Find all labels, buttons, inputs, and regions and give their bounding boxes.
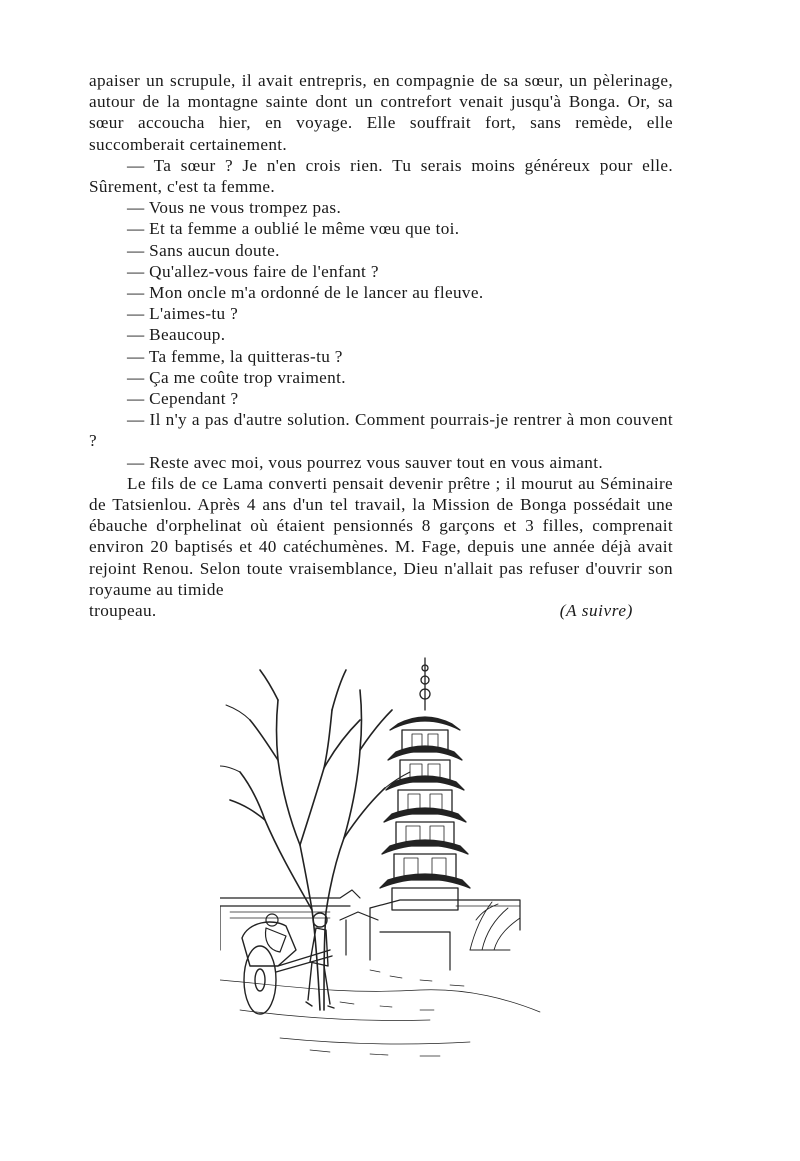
- closing-line: [89, 600, 673, 621]
- rickshaw-puller: [306, 913, 334, 1008]
- dialogue-line: — Qu'allez-vous faire de l'enfant ?: [127, 261, 379, 281]
- shrub: [470, 902, 520, 950]
- dialogue-line: — Beaucoup.: [127, 325, 226, 345]
- dialogue-line: — Ça me coûte trop vraiment.: [127, 367, 346, 387]
- rickshaw: [242, 922, 332, 1014]
- dialogue-line: — Sans aucun doute.: [127, 240, 280, 260]
- dialogue-line: — Ta femme, la quitteras-tu ?: [127, 346, 343, 366]
- paragraph-2: — Ta sœur ? Je n'en crois rien. Tu serais moins généreux pour elle. Sûrement, c'est ta femme.: [89, 155, 673, 197]
- paragraph-4: — Reste avec moi, vous pourrez vous sauver tout en vous aimant.: [127, 452, 603, 472]
- pagoda: [380, 658, 470, 910]
- ground: [220, 970, 540, 1056]
- dialogue-line: — Et ta femme a oublié le même vœu que toi.: [127, 219, 460, 239]
- paragraph-3: — Il n'y a pas d'autre solution. Comment pourrais-je rentrer à mon couvent ?: [89, 410, 673, 451]
- passenger: [266, 914, 286, 952]
- dialogue-line: — Cependant ?: [127, 389, 239, 409]
- article-body: [89, 70, 673, 621]
- paragraph-5: Le fils de ce Lama converti pensait devenir prêtre ; il mourut au Séminaire de Tatsienlou. Après 4 ans d'un tel travail, la Mission de Bonga possédait une ébauche d'orphelinat où étaient pensionnés 8 garçons et 3 filles, comprenait environ 20 baptisés et 40 catéchumènes. M. Fage, depuis une année déjà avait rejoint Renou. Selon toute vraisemblance, Dieu n'allait pas refuser d'ouvrir son royaume au timide: [89, 473, 673, 599]
- pagoda-drawing: [220, 650, 560, 1070]
- dialogue-line: — Mon oncle m'a ordonné de le lancer au fleuve.: [127, 283, 484, 303]
- dialogue-line: — L'aimes-tu ?: [127, 304, 239, 324]
- closing-word: troupeau.: [89, 601, 157, 621]
- dialogue-line: — Vous ne vous trompez pas.: [127, 198, 342, 218]
- to-be-continued: (A suivre): [559, 601, 633, 621]
- paragraph-1: apaiser un scrupule, il avait entrepris, en compagnie de sa sœur, un pèlerinage, autour de la montagne sainte dont un contrefort venait jusqu'à Bonga. Or, sa sœur accoucha hier, en voyage. Elle souffrait fort, sans remède, elle succomberait certainement.: [89, 71, 673, 154]
- buildings: [220, 890, 520, 970]
- pagoda-illustration: [220, 650, 560, 1070]
